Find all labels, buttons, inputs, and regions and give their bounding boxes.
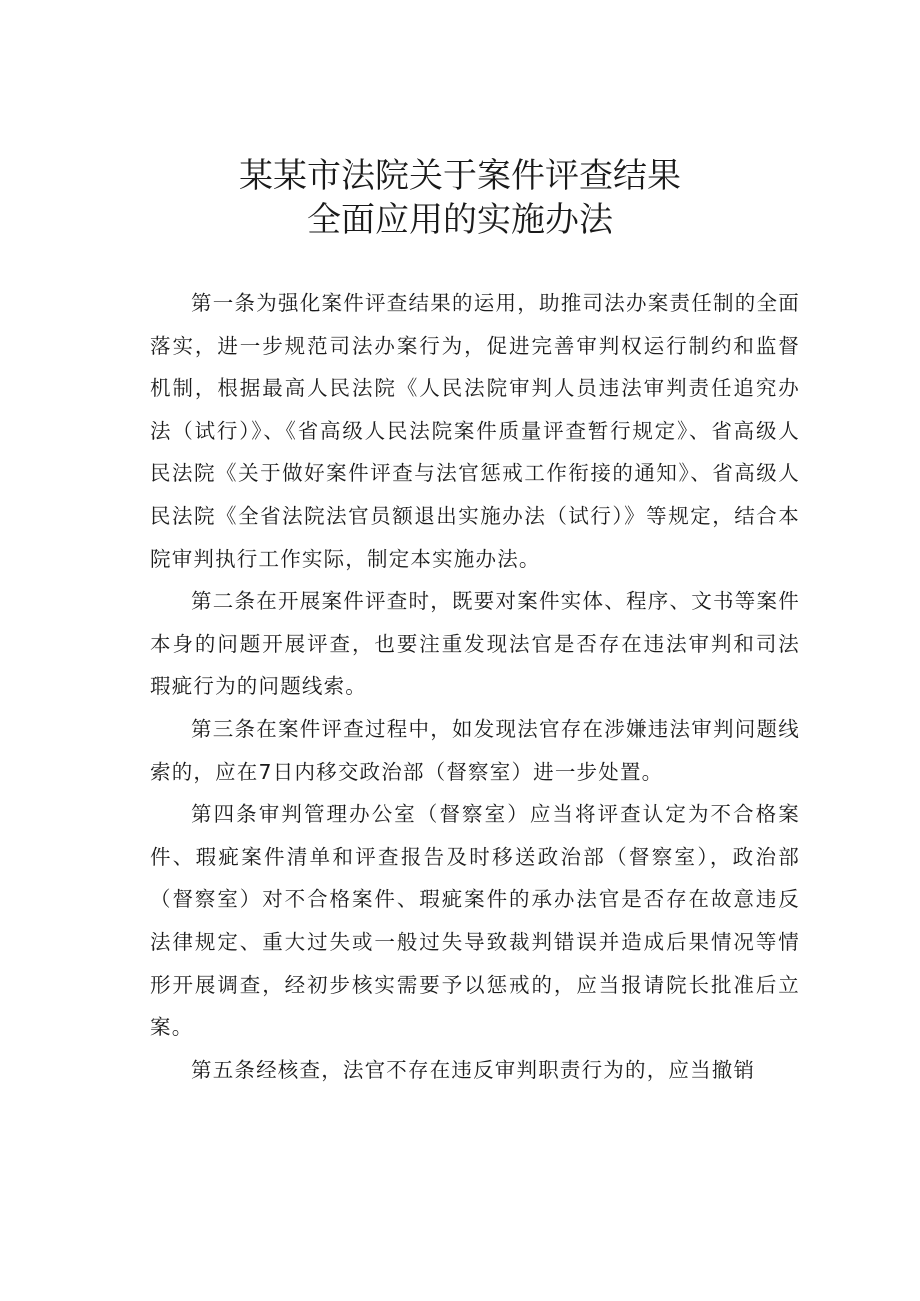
- article-2-paragraph: 第二条在开展案件评查时，既要对案件实体、程序、文书等案件本身的问题开展评查，也要注重发现法官是否存在违法审判和司法瑕疵行为的问题线索。: [150, 589, 800, 699]
- article-3-paragraph: 第三条在案件评查过程中，如发现法官存在涉嫌违法审判问题线索的，应在7日内移交政治部（督察室）进一步处置。: [150, 716, 800, 784]
- article-1-paragraph: 第一条为强化案件评查结果的运用，助推司法办案责任制的全面落实，进一步规范司法办案行为，促进完善审判权运行制约和监督机制，根据最高人民法院《人民法院审判人员违法审判责任追究办法（试行）》、《省高级人民法院案件质量评查暂行规定》、省高级人民法院《关于做好案件评查与法官惩戒工作衔接的通知》、省高级人民法院《全省法院法官员额退出实施办法（试行）》等规定，结合本院审判执行工作实际，制定本实施办法。: [150, 291, 800, 571]
- document-body: [150, 282, 800, 1091]
- document-title-line-2: 全面应用的实施办法: [307, 200, 613, 240]
- article-5-paragraph: 第五条经核查，法官不存在违反审判职责行为的，应当撤销: [191, 1057, 756, 1082]
- document-title-line-1: 某某市法院关于案件评查结果: [239, 156, 681, 196]
- article-4-paragraph: 第四条审判管理办公室（督察室）应当将评查认定为不合格案件、瑕疵案件清单和评查报告及时移送政治部（督察室），政治部（督察室）对不合格案件、瑕疵案件的承办法官是否存在故意违反法律规定、重大过失或一般过失导致裁判错误并造成后果情况等情形开展调查，经初步核实需要予以惩戒的，应当报请院长批准后立案。: [150, 802, 800, 1040]
